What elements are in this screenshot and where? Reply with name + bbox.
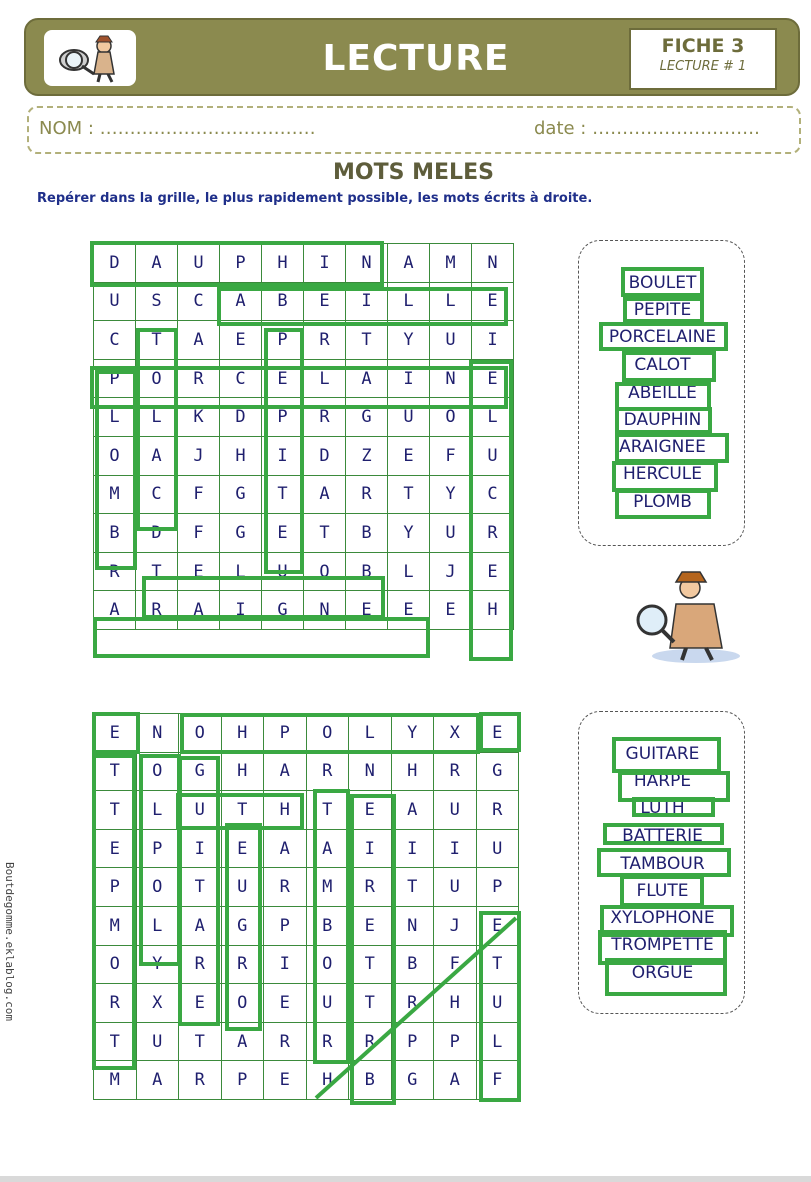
grid2-cell[interactable]: M <box>94 1061 137 1100</box>
grid2-cell[interactable]: H <box>221 752 264 791</box>
grid2-cell[interactable]: U <box>434 791 477 830</box>
fiche-badge <box>629 28 777 90</box>
word-highlight <box>615 433 729 463</box>
highlight-e-top <box>92 712 140 754</box>
grid1-cell[interactable]: T <box>262 475 304 514</box>
word-item: BATTERIE <box>622 826 703 846</box>
grid1-cell[interactable]: B <box>346 552 388 591</box>
grid2-cell[interactable]: G <box>391 1061 434 1100</box>
grid2-cell[interactable]: X <box>136 984 179 1023</box>
word-item: ARAIGNEE <box>619 437 706 457</box>
highlight-boulet <box>142 576 385 619</box>
grid2-cell[interactable]: R <box>179 1061 222 1100</box>
grid2-cell[interactable]: B <box>306 906 349 945</box>
grid2-cell[interactable]: O <box>221 984 264 1023</box>
grid2-cell[interactable]: E <box>221 829 264 868</box>
section-title: MOTS MELES <box>333 160 494 185</box>
grid1-cell[interactable]: R <box>346 475 388 514</box>
grid1-cell[interactable]: R <box>136 591 178 630</box>
word-highlight <box>615 489 711 519</box>
grid2-cell[interactable]: A <box>434 1061 477 1100</box>
grid1-cell[interactable]: N <box>472 244 514 283</box>
grid2-cell[interactable]: A <box>221 1022 264 1061</box>
word-highlight <box>621 267 704 297</box>
word-item: PEPITE <box>633 300 692 320</box>
grid2-cell[interactable]: H <box>264 791 307 830</box>
site-credit: Boutdegomme.eklablog.com <box>3 862 16 1021</box>
grid2-cell[interactable]: A <box>179 906 222 945</box>
grid2-cell[interactable]: A <box>136 1061 179 1100</box>
highlight-orgue <box>225 823 262 1031</box>
grid2-cell[interactable]: G <box>179 752 222 791</box>
grid1-cell[interactable]: U <box>430 514 472 553</box>
grid1-cell[interactable]: S <box>136 282 178 321</box>
grid2-cell[interactable]: I <box>179 829 222 868</box>
nom-field[interactable]: NOM : ……………………………… <box>39 118 316 139</box>
grid2-cell[interactable]: T <box>349 945 392 984</box>
highlight-xylophone <box>180 713 480 754</box>
grid1-cell[interactable]: O <box>94 436 136 475</box>
grid1-cell[interactable]: P <box>220 244 262 283</box>
grid1-cell[interactable]: B <box>94 514 136 553</box>
grid1-cell[interactable]: H <box>220 436 262 475</box>
grid2-cell[interactable]: P <box>391 1022 434 1061</box>
word-item: ABEILLE <box>628 383 697 403</box>
grid1-cell[interactable]: R <box>304 398 346 437</box>
grid1-cell[interactable]: E <box>262 514 304 553</box>
grid2-cell[interactable]: I <box>434 829 477 868</box>
grid1-cell[interactable]: N <box>304 591 346 630</box>
grid1-cell[interactable]: E <box>388 436 430 475</box>
grid1-cell[interactable]: U <box>430 321 472 360</box>
highlight-araignee <box>93 617 430 658</box>
grid1-cell[interactable]: D <box>220 398 262 437</box>
grid2-cell[interactable]: H <box>391 752 434 791</box>
word-highlight <box>622 351 716 382</box>
highlight-harpe-etc <box>479 712 521 752</box>
grid2-cell[interactable]: H <box>306 1061 349 1100</box>
grid1-cell[interactable]: D <box>304 436 346 475</box>
grid1-cell[interactable]: M <box>430 244 472 283</box>
grid2-cell[interactable]: R <box>306 752 349 791</box>
grid1-cell[interactable]: C <box>94 321 136 360</box>
grid1-cell[interactable]: E <box>472 359 514 398</box>
highlight-trompette <box>92 754 136 1070</box>
word-item: LUTH <box>640 798 685 818</box>
grid1-cell[interactable]: G <box>262 591 304 630</box>
grid1-cell[interactable]: I <box>220 591 262 630</box>
grid1-cell[interactable]: Z <box>346 436 388 475</box>
grid2-cell[interactable]: R <box>306 1022 349 1061</box>
grid2-cell[interactable]: F <box>434 945 477 984</box>
grid1-cell[interactable]: M <box>94 475 136 514</box>
grid2-cell[interactable]: T <box>179 868 222 907</box>
grid1-cell[interactable]: A <box>178 591 220 630</box>
grid1-cell[interactable]: E <box>220 321 262 360</box>
grid2-cell[interactable]: P <box>476 868 519 907</box>
grid1-cell[interactable]: G <box>346 398 388 437</box>
grid1-cell[interactable]: A <box>304 475 346 514</box>
grid2-cell[interactable]: T <box>221 791 264 830</box>
grid2-cell[interactable]: O <box>179 714 222 753</box>
grid1-cell[interactable]: A <box>136 244 178 283</box>
grid2-cell[interactable]: A <box>264 829 307 868</box>
grid2-cell[interactable]: U <box>306 984 349 1023</box>
grid2-cell[interactable]: T <box>349 984 392 1023</box>
grid2-cell[interactable]: E <box>349 906 392 945</box>
grid2-cell[interactable]: I <box>349 829 392 868</box>
grid1-cell[interactable]: N <box>430 359 472 398</box>
grid2-cell[interactable]: F <box>476 1061 519 1100</box>
grid1-cell[interactable]: A <box>178 321 220 360</box>
grid2-cell[interactable]: I <box>264 945 307 984</box>
grid1-cell[interactable]: E <box>430 591 472 630</box>
grid2-cell[interactable]: J <box>434 906 477 945</box>
grid1-cell[interactable]: C <box>136 475 178 514</box>
grid2-cell[interactable]: M <box>306 868 349 907</box>
grid2-cell[interactable]: T <box>306 791 349 830</box>
grid2-cell[interactable]: U <box>179 791 222 830</box>
grid2-cell[interactable]: R <box>264 1022 307 1061</box>
word-highlight <box>632 797 715 817</box>
grid2-cell[interactable]: E <box>264 1061 307 1100</box>
grid1-cell[interactable]: O <box>304 552 346 591</box>
grid1-cell[interactable]: R <box>94 552 136 591</box>
grid1-cell[interactable]: I <box>304 244 346 283</box>
grid1-cell[interactable]: L <box>94 398 136 437</box>
grid1-cell[interactable]: L <box>472 398 514 437</box>
fiche-label: FICHE 3 <box>661 35 745 57</box>
word-item: CALOT <box>634 355 691 375</box>
word-item: GUITARE <box>625 744 700 764</box>
grid1-cell[interactable]: E <box>472 282 514 321</box>
grid1-cell[interactable]: U <box>472 436 514 475</box>
fiche-sub: LECTURE # 1 <box>659 59 747 74</box>
grid2-cell[interactable]: U <box>221 868 264 907</box>
grid2-cell[interactable]: E <box>476 906 519 945</box>
grid1-cell[interactable]: L <box>304 359 346 398</box>
grid2-cell[interactable]: E <box>264 984 307 1023</box>
word-item: ORGUE <box>631 963 694 983</box>
grid2-cell[interactable]: P <box>136 829 179 868</box>
grid1-cell[interactable]: U <box>262 552 304 591</box>
grid2-cell[interactable]: O <box>136 868 179 907</box>
grid2-cell[interactable]: A <box>264 752 307 791</box>
grid1-cell[interactable]: D <box>94 244 136 283</box>
grid2-cell[interactable]: L <box>349 714 392 753</box>
word-highlight <box>605 958 727 996</box>
grid2-cell[interactable]: U <box>434 868 477 907</box>
grid2-cell[interactable]: A <box>306 829 349 868</box>
grid1-cell[interactable]: U <box>388 398 430 437</box>
detective-logo <box>44 30 136 86</box>
grid2-cell[interactable]: G <box>476 752 519 791</box>
grid1-cell[interactable]: F <box>178 475 220 514</box>
word-highlight <box>620 875 704 907</box>
grid2-cell[interactable]: T <box>94 1022 137 1061</box>
highlight-guitare <box>178 756 220 1026</box>
grid1-cell[interactable]: R <box>178 359 220 398</box>
grid1-cell[interactable]: C <box>220 359 262 398</box>
grid2-cell[interactable]: R <box>179 945 222 984</box>
highlight-plomb <box>95 370 137 570</box>
grid1-cell[interactable]: F <box>430 436 472 475</box>
grid1-cell[interactable]: E <box>388 591 430 630</box>
grid2-cell[interactable]: N <box>349 752 392 791</box>
grid2-cell[interactable]: A <box>391 791 434 830</box>
grid2-cell[interactable]: B <box>391 945 434 984</box>
grid2-cell[interactable]: O <box>136 752 179 791</box>
grid2-cell[interactable]: P <box>434 1022 477 1061</box>
word-item: DAUPHIN <box>623 410 702 430</box>
grid1-cell[interactable]: R <box>304 321 346 360</box>
highlight-calot <box>136 328 178 531</box>
grid1-cell[interactable]: A <box>94 591 136 630</box>
grid1-cell[interactable]: P <box>262 398 304 437</box>
word-item: BOULET <box>628 273 697 293</box>
grid1-cell[interactable]: B <box>346 514 388 553</box>
word-highlight <box>623 297 704 323</box>
grid2-cell[interactable]: T <box>94 791 137 830</box>
grid1-cell[interactable]: L <box>430 282 472 321</box>
instruction-text: Repérer dans la grille, le plus rapidement possible, les mots écrits à droite. <box>37 191 593 206</box>
grid1-cell[interactable]: L <box>388 552 430 591</box>
grid1-cell[interactable]: P <box>262 321 304 360</box>
word-item: XYLOPHONE <box>610 908 715 928</box>
grid1-cell[interactable]: T <box>136 552 178 591</box>
grid2-cell[interactable]: N <box>391 906 434 945</box>
word-highlight <box>603 823 724 845</box>
grid2-cell[interactable]: R <box>434 752 477 791</box>
word-item: FLUTE <box>636 881 689 901</box>
word-item: PLOMB <box>633 492 692 512</box>
word-item: HERCULE <box>622 464 702 484</box>
grid2-cell[interactable]: Y <box>136 945 179 984</box>
grid1-cell[interactable]: Y <box>430 475 472 514</box>
grid1-cell[interactable]: I <box>262 436 304 475</box>
grid1-cell[interactable]: P <box>94 359 136 398</box>
grid1-cell[interactable]: E <box>346 591 388 630</box>
grid2-cell[interactable]: O <box>306 714 349 753</box>
grid2-cell[interactable]: M <box>94 906 137 945</box>
grid2-cell[interactable]: E <box>179 984 222 1023</box>
grid2-cell[interactable]: P <box>264 906 307 945</box>
header-banner <box>24 18 800 96</box>
grid2-cell[interactable]: L <box>136 791 179 830</box>
grid2-cell[interactable]: E <box>476 714 519 753</box>
grid1-cell[interactable]: I <box>346 282 388 321</box>
grid1-cell[interactable]: T <box>136 321 178 360</box>
grid1-cell[interactable]: A <box>346 359 388 398</box>
grid2-cell[interactable]: O <box>94 945 137 984</box>
grid1-cell[interactable]: L <box>220 552 262 591</box>
grid1-cell[interactable]: T <box>304 514 346 553</box>
grid2-cell[interactable]: U <box>476 829 519 868</box>
word-item: PORCELAINE <box>608 327 717 347</box>
word-highlight <box>612 737 721 773</box>
grid1-cell[interactable]: T <box>388 475 430 514</box>
word-highlight <box>599 322 728 351</box>
grid2-cell[interactable]: X <box>434 714 477 753</box>
grid2-cell[interactable]: Y <box>391 714 434 753</box>
grid2-cell[interactable]: E <box>94 714 137 753</box>
grid2-cell[interactable]: B <box>349 1061 392 1100</box>
grid1-cell[interactable]: U <box>178 244 220 283</box>
highlight-pepite <box>264 328 304 574</box>
highlight-flute <box>139 754 181 966</box>
grid2-cell[interactable]: T <box>179 1022 222 1061</box>
grid2-cell[interactable]: T <box>476 945 519 984</box>
grid2-cell[interactable]: R <box>221 945 264 984</box>
grid2-cell[interactable]: L <box>136 906 179 945</box>
grid2-cell[interactable]: P <box>94 868 137 907</box>
grid1-cell[interactable]: D <box>136 514 178 553</box>
grid2-cell[interactable]: U <box>476 984 519 1023</box>
word-highlight <box>615 407 712 434</box>
grid2-cell[interactable]: H <box>434 984 477 1023</box>
grid2-cell[interactable]: O <box>306 945 349 984</box>
grid2-cell[interactable]: G <box>221 906 264 945</box>
highlight-hercule <box>469 360 513 661</box>
grid2-cell[interactable]: T <box>94 752 137 791</box>
grid1-cell[interactable]: R <box>472 514 514 553</box>
grid2-cell[interactable]: P <box>264 714 307 753</box>
grid2-cell[interactable]: E <box>349 791 392 830</box>
grid1-cell[interactable]: L <box>136 398 178 437</box>
grid2-cell[interactable]: R <box>264 868 307 907</box>
highlight-abeille <box>217 287 508 326</box>
grid1-cell[interactable]: H <box>262 244 304 283</box>
grid1-cell[interactable]: G <box>220 475 262 514</box>
word-item: HARPE <box>633 771 692 791</box>
grid1-cell[interactable]: U <box>94 282 136 321</box>
page-title: LECTURE <box>322 38 510 79</box>
diagonal-strike-line <box>300 900 530 1110</box>
grid1-cell[interactable]: I <box>472 321 514 360</box>
date-field[interactable]: date : ………………………. <box>534 118 760 139</box>
grid1-cell[interactable]: N <box>346 244 388 283</box>
grid1-cell[interactable]: O <box>430 398 472 437</box>
grid1-cell[interactable]: A <box>220 282 262 321</box>
grid1-cell[interactable]: L <box>388 282 430 321</box>
grid1-cell[interactable]: C <box>178 282 220 321</box>
grid1-cell[interactable]: Y <box>388 321 430 360</box>
grid1-cell[interactable]: J <box>430 552 472 591</box>
grid2-cell[interactable]: U <box>136 1022 179 1061</box>
word-highlight <box>597 848 731 877</box>
grid1-cell[interactable]: Y <box>388 514 430 553</box>
grid1-cell[interactable]: I <box>388 359 430 398</box>
grid1-cell[interactable]: A <box>136 436 178 475</box>
grid2-cell[interactable]: R <box>391 984 434 1023</box>
grid1-cell[interactable]: J <box>178 436 220 475</box>
name-date-bar <box>27 106 801 154</box>
grid1-cell[interactable]: O <box>136 359 178 398</box>
grid2-cell[interactable]: E <box>94 829 137 868</box>
grid1-cell[interactable]: K <box>178 398 220 437</box>
word-item: TROMPETTE <box>611 935 714 955</box>
grid2-cell[interactable]: I <box>391 829 434 868</box>
grid2-cell[interactable]: T <box>391 868 434 907</box>
highlight-dauphin <box>90 241 384 287</box>
grid2-cell[interactable]: P <box>221 1061 264 1100</box>
grid1-cell[interactable]: B <box>262 282 304 321</box>
grid2-cell[interactable]: R <box>349 1022 392 1061</box>
grid1-cell[interactable]: E <box>178 552 220 591</box>
grid1-cell[interactable]: A <box>388 244 430 283</box>
grid1-cell[interactable]: E <box>262 359 304 398</box>
grid1-cell[interactable]: T <box>346 321 388 360</box>
grid1-cell[interactable]: F <box>178 514 220 553</box>
grid2-cell[interactable]: N <box>136 714 179 753</box>
grid2-cell[interactable]: R <box>349 868 392 907</box>
grid1-cell[interactable]: E <box>472 552 514 591</box>
grid1-cell[interactable]: C <box>472 475 514 514</box>
grid1-cell[interactable]: E <box>304 282 346 321</box>
grid2-cell[interactable]: R <box>94 984 137 1023</box>
word-highlight <box>612 461 718 492</box>
grid2-cell[interactable]: H <box>221 714 264 753</box>
footer-bar <box>0 1176 811 1182</box>
word-item: TAMBOUR <box>620 854 705 874</box>
detective-illustration <box>630 568 742 666</box>
grid2-cell[interactable]: R <box>476 791 519 830</box>
grid1-cell[interactable]: H <box>472 591 514 630</box>
grid1-cell[interactable]: G <box>220 514 262 553</box>
grid2-cell[interactable]: L <box>476 1022 519 1061</box>
